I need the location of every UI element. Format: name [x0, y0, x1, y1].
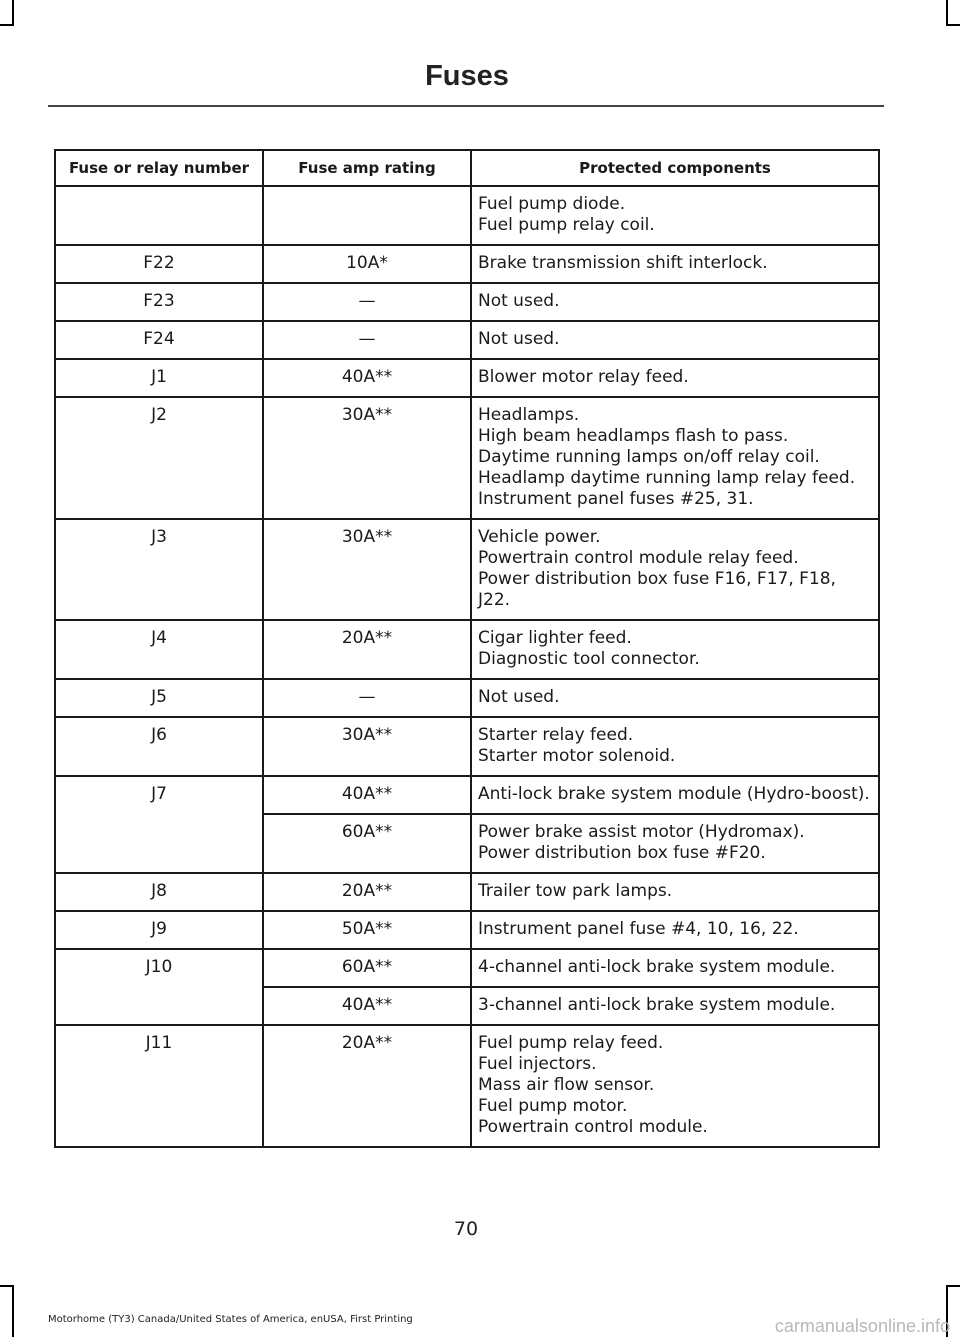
component-line: Starter motor solenoid.	[478, 746, 676, 766]
component-line: Not used.	[478, 329, 560, 349]
table-row	[55, 873, 879, 911]
amp-rating-cell: 20A**	[263, 620, 471, 679]
amp-rating-cell	[263, 186, 471, 245]
component-line: Diagnostic tool connector.	[478, 649, 700, 669]
component-line: High beam headlamps flash to pass.	[478, 426, 789, 446]
table-row	[55, 911, 879, 949]
component-line: Powertrain control module.	[478, 1117, 708, 1137]
component-line: 3-channel anti-lock brake system module.	[478, 995, 836, 1015]
amp-rating-cell: 30A**	[263, 519, 471, 620]
component-line: Instrument panel fuses #25, 31.	[478, 489, 754, 509]
crop-mark	[12, 0, 14, 26]
amp-rating-cell: —	[263, 321, 471, 359]
fuse-number-cell: F22	[55, 245, 263, 283]
component-line: Blower motor relay feed.	[478, 367, 689, 387]
component-line: Cigar lighter feed.	[478, 628, 632, 648]
component-line: Headlamps.	[478, 405, 580, 425]
amp-rating-cell: 60A**	[263, 814, 471, 873]
table-row	[55, 949, 879, 987]
fuse-number-cell: J1	[55, 359, 263, 397]
component-line: Headlamp daytime running lamp relay feed.	[478, 468, 856, 488]
amp-rating-cell: 10A*	[263, 245, 471, 283]
fuse-number-cell	[55, 186, 263, 245]
amp-rating-cell: 30A**	[263, 717, 471, 776]
component-line: Fuel pump diode.	[478, 194, 626, 214]
amp-rating-cell: 40A**	[263, 359, 471, 397]
fuse-table-body	[55, 186, 879, 1147]
component-line: Powertrain control module relay feed.	[478, 548, 799, 568]
protected-components-cell	[471, 814, 879, 873]
component-line: Power distribution box fuse F16, F17, F18, J22.	[478, 569, 836, 610]
header-amp-rating: Fuse amp rating	[263, 150, 471, 186]
crop-mark	[0, 24, 14, 26]
protected-components-cell	[471, 679, 879, 717]
protected-components-cell	[471, 397, 879, 519]
fuse-number-cell: J5	[55, 679, 263, 717]
amp-rating-cell: 60A**	[263, 949, 471, 987]
protected-components-cell	[471, 519, 879, 620]
protected-components-cell	[471, 949, 879, 987]
watermark: carmanualsonline.info	[774, 1316, 950, 1336]
component-line: Brake transmission shift interlock.	[478, 253, 768, 273]
component-line: Anti-lock brake system module (Hydro-boost).	[478, 784, 870, 804]
table-header-row	[55, 150, 879, 186]
fuse-number-cell: J4	[55, 620, 263, 679]
crop-mark	[12, 1285, 14, 1337]
protected-components-cell	[471, 283, 879, 321]
component-line: Not used.	[478, 291, 560, 311]
table-row	[55, 245, 879, 283]
page-number: 70	[453, 1218, 479, 1240]
component-line: Fuel pump relay coil.	[478, 215, 655, 235]
component-line: Vehicle power.	[478, 527, 601, 547]
amp-rating-cell: 30A**	[263, 397, 471, 519]
table-row	[55, 620, 879, 679]
protected-components-cell	[471, 186, 879, 245]
crop-mark	[946, 0, 948, 26]
protected-components-cell	[471, 987, 879, 1025]
fuse-number-cell: J10	[55, 949, 263, 1025]
table-row	[55, 321, 879, 359]
table-row	[55, 283, 879, 321]
protected-components-cell	[471, 911, 879, 949]
protected-components-cell	[471, 776, 879, 814]
table-row	[55, 1025, 879, 1147]
page-title: Fuses	[425, 60, 509, 92]
header-fuse-number: Fuse or relay number	[55, 150, 263, 186]
table-row	[55, 397, 879, 519]
title-divider	[48, 105, 884, 107]
protected-components-cell	[471, 1025, 879, 1147]
amp-rating-cell: 40A**	[263, 987, 471, 1025]
table-row	[55, 717, 879, 776]
table-row	[55, 776, 879, 814]
component-line: 4-channel anti-lock brake system module.	[478, 957, 836, 977]
protected-components-cell	[471, 717, 879, 776]
fuse-number-cell: J9	[55, 911, 263, 949]
protected-components-cell	[471, 359, 879, 397]
amp-rating-cell: —	[263, 679, 471, 717]
component-line: Mass air flow sensor.	[478, 1075, 655, 1095]
protected-components-cell	[471, 620, 879, 679]
fuse-number-cell: J3	[55, 519, 263, 620]
component-line: Trailer tow park lamps.	[478, 881, 673, 901]
component-line: Fuel pump relay feed.	[478, 1033, 664, 1053]
amp-rating-cell: —	[263, 283, 471, 321]
component-line: Power brake assist motor (Hydromax).	[478, 822, 805, 842]
component-line: Daytime running lamps on/off relay coil.	[478, 447, 820, 467]
fuse-number-cell: J8	[55, 873, 263, 911]
crop-mark	[0, 1285, 14, 1287]
amp-rating-cell: 40A**	[263, 776, 471, 814]
table-row	[55, 359, 879, 397]
fuse-number-cell: J2	[55, 397, 263, 519]
fuse-table	[54, 149, 880, 1148]
component-line: Fuel pump motor.	[478, 1096, 628, 1116]
protected-components-cell	[471, 321, 879, 359]
amp-rating-cell: 20A**	[263, 1025, 471, 1147]
footer-text: Motorhome (TY3) Canada/United States of America, enUSA, First Printing	[48, 1314, 413, 1325]
protected-components-cell	[471, 245, 879, 283]
component-line: Instrument panel fuse #4, 10, 16, 22.	[478, 919, 799, 939]
crop-mark	[946, 1285, 960, 1287]
fuse-number-cell: J11	[55, 1025, 263, 1147]
crop-mark	[946, 24, 960, 26]
table-row	[55, 186, 879, 245]
protected-components-cell	[471, 873, 879, 911]
amp-rating-cell: 50A**	[263, 911, 471, 949]
component-line: Not used.	[478, 687, 560, 707]
component-line: Fuel injectors.	[478, 1054, 597, 1074]
table-row	[55, 679, 879, 717]
fuse-number-cell: J7	[55, 776, 263, 873]
fuse-number-cell: F23	[55, 283, 263, 321]
amp-rating-cell: 20A**	[263, 873, 471, 911]
component-line: Starter relay feed.	[478, 725, 634, 745]
fuse-number-cell: J6	[55, 717, 263, 776]
component-line: Power distribution box fuse #F20.	[478, 843, 766, 863]
table-row	[55, 519, 879, 620]
fuse-number-cell: F24	[55, 321, 263, 359]
header-protected-components: Protected components	[471, 150, 879, 186]
